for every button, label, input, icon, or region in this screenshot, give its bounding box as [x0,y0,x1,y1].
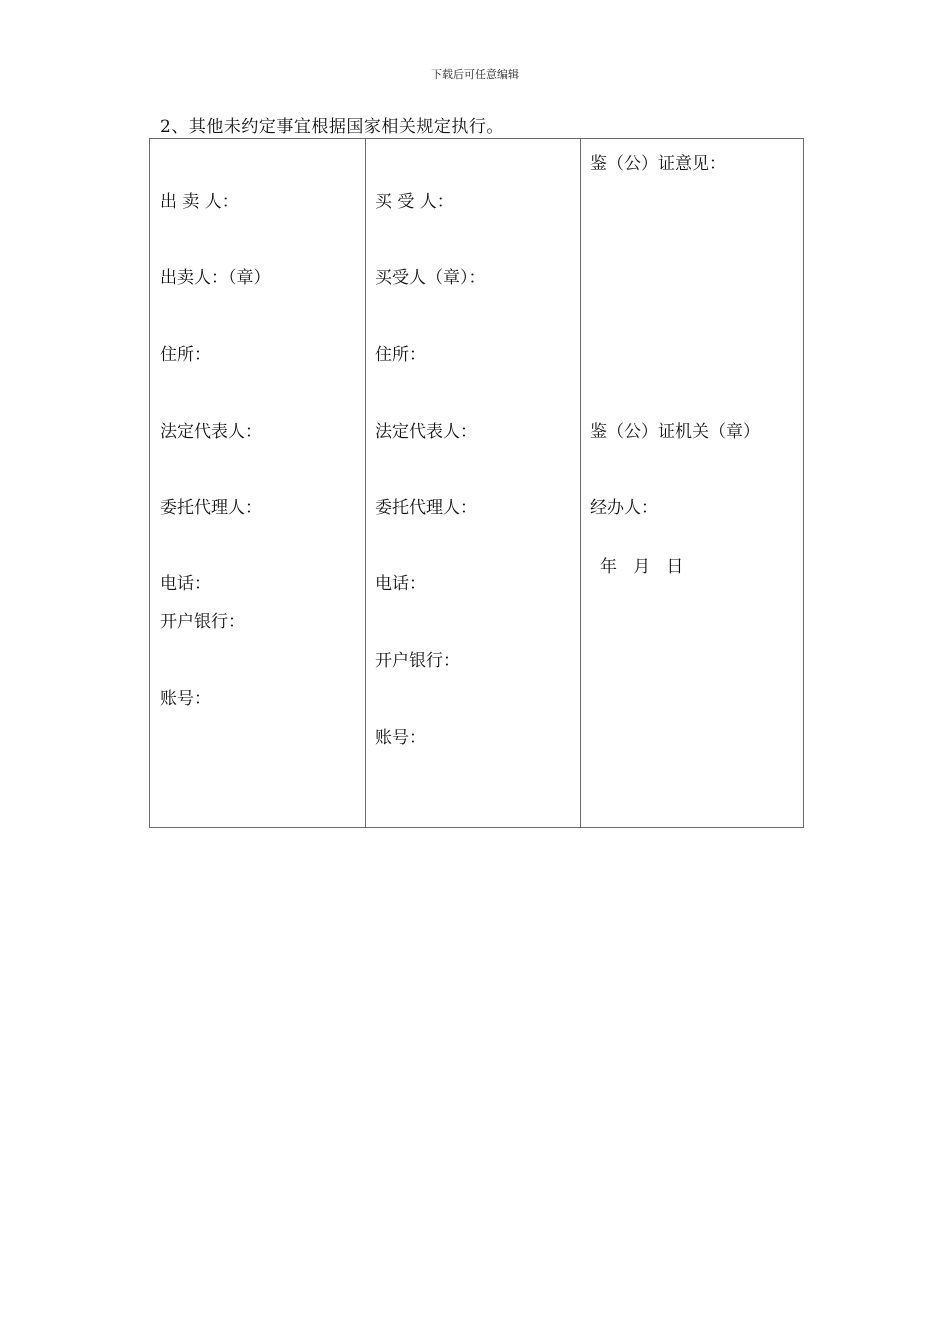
seller-address: 住所： [160,345,211,365]
column-divider [365,139,366,827]
buyer-address: 住所： [375,345,426,365]
buyer-phone: 电话： [375,574,426,594]
seller-agent: 委托代理人： [160,498,262,518]
seller-title: 出 卖 人： [160,192,239,212]
notary-handler: 经办人： [590,498,658,518]
notary-date: 年 月 日 [600,557,684,577]
seller-phone: 电话： [160,574,211,594]
seller-bank: 开户银行： [160,612,245,632]
buyer-seal: 买受人（章）： [375,268,486,288]
buyer-title: 买 受 人： [375,192,454,212]
notary-opinion: 鉴（公）证意见： [590,154,726,174]
buyer-account: 账号： [375,728,426,748]
clause-text: 2、其他未约定事宜根据国家相关规定执行。 [160,117,504,137]
seller-account: 账号： [160,689,211,709]
signature-table [149,138,804,828]
buyer-bank: 开户银行： [375,651,460,671]
header-note: 下载后可任意编辑 [431,68,519,81]
seller-legal-rep: 法定代表人： [160,422,262,442]
column-divider [580,139,581,827]
buyer-legal-rep: 法定代表人： [375,422,477,442]
seller-seal: 出卖人：（章） [160,268,271,288]
notary-authority: 鉴（公）证机关（章） [590,422,760,442]
buyer-agent: 委托代理人： [375,498,477,518]
